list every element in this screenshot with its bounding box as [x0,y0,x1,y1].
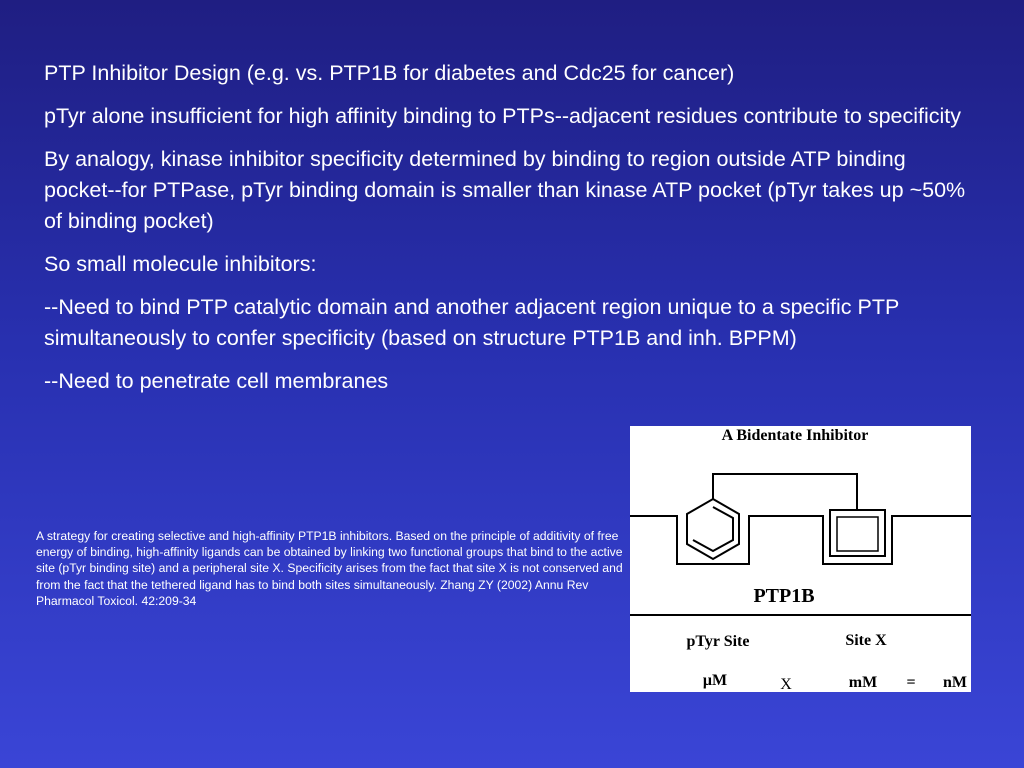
figure-caption: A strategy for creating selective and high-affinity PTP1B inhibitors. Based on the principle of additivity of free energy of binding, high-affinity ligands can be obtained by linking two functional groups that bind to the active site (pTyr binding site) and a peripheral site X. Specificity arises from the fact that site X is not conserved and from the fact that the tethered ligand has to bind both sites simultaneously. Zhang ZY (2002) Annu Rev Pharmacol Toxicol. 42:209-34 [36,529,623,608]
ptyr-site-label: pTyr Site [686,633,750,650]
body-paragraph: --Need to penetrate cell membranes [44,369,389,393]
body-paragraph: pTyr alone insufficient for high affinity binding to PTPs--adjacent residues contribute to specificity [44,104,962,128]
benzene-inner-bonds [693,507,733,551]
body-paragraph: By analogy, kinase inhibitor specificity determined by binding to region outside ATP binding pocket--for PTPase, pTyr binding domain is smaller than kinase ATP pocket (pTyr takes up ~50% of binding pocket) [44,147,966,233]
figure-title: A Bidentate Inhibitor [721,427,869,444]
equation-operator-multiply: X [780,676,792,692]
protein-label: PTP1B [753,585,815,607]
slide-body-text [44,58,974,409]
tether-line [713,474,857,510]
equation-operator-equals: = [906,674,916,691]
equation-term-1: μM [702,672,728,689]
body-paragraph: --Need to bind PTP catalytic domain and another adjacent region unique to a specific PTP simultaneously to confer specificity (based on structure PTP1B and inh. BPPM) [44,295,899,350]
equation-term-2: mM [848,674,878,691]
bidentate-inhibitor-figure [630,426,971,692]
equation-result: nM [943,674,967,691]
protein-surface [630,516,971,564]
heading-line: PTP Inhibitor Design (e.g. vs. PTP1B for diabetes and Cdc25 for cancer) [44,61,735,85]
bidentate-diagram [630,426,971,692]
body-paragraph: So small molecule inhibitors: [44,252,317,276]
site-x-label: Site X [845,632,887,649]
site-x-ligand-inner [837,517,878,551]
